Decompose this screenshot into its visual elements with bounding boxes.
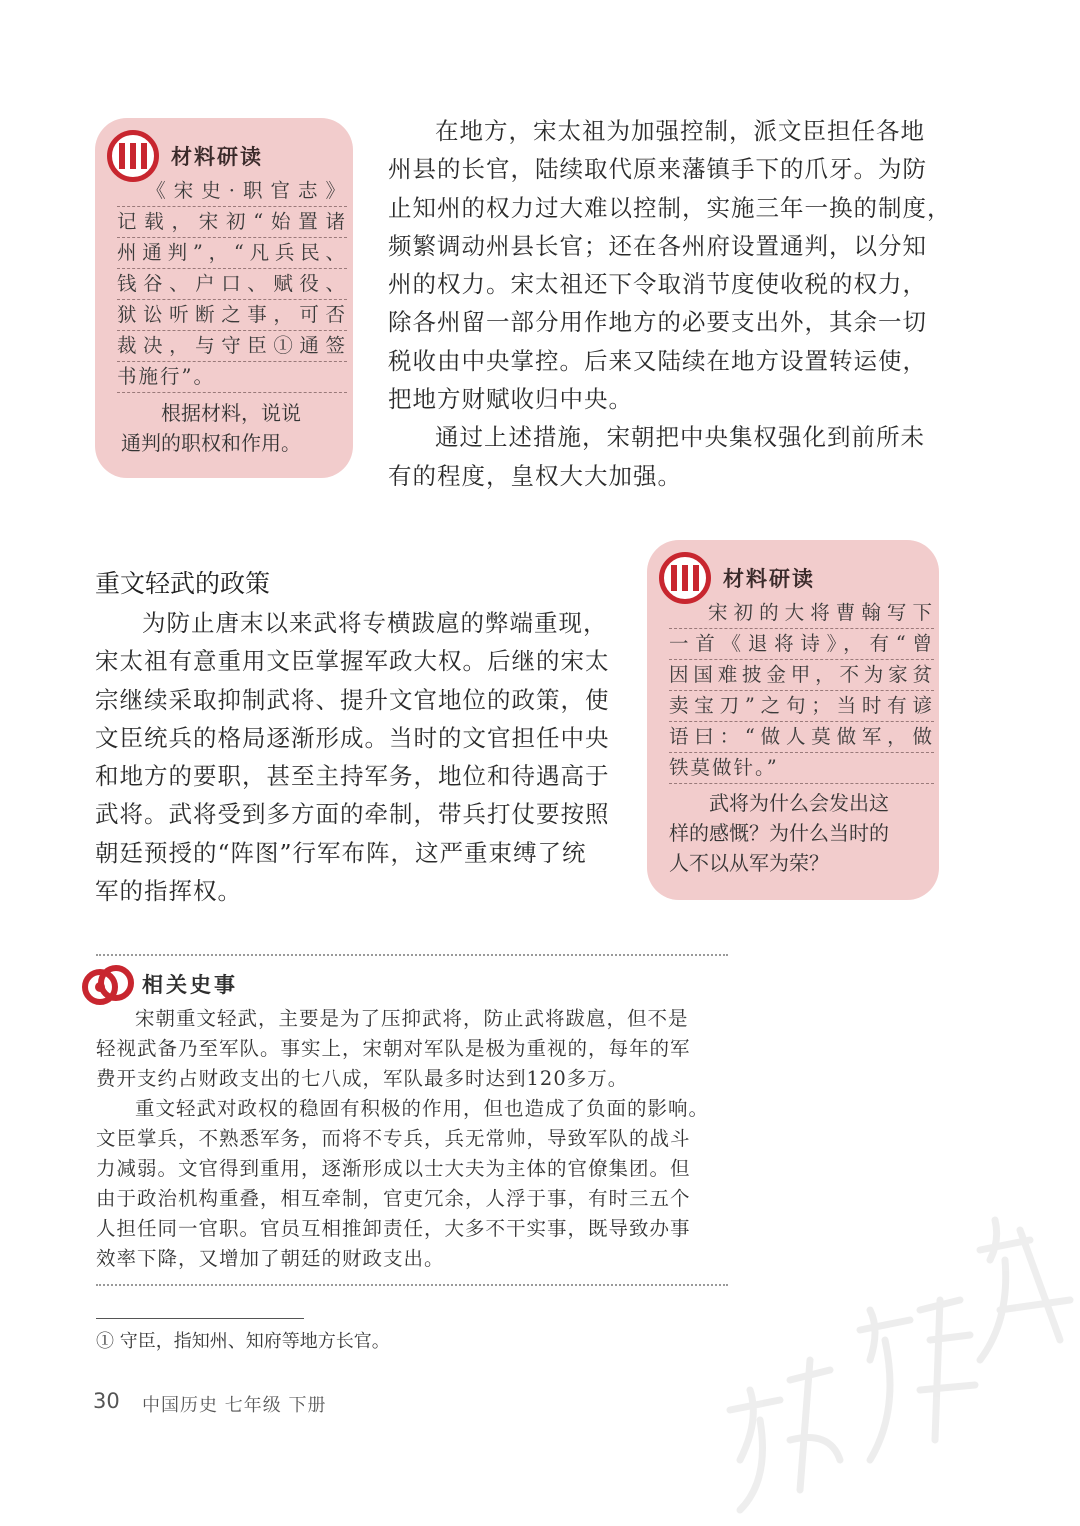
question-line: 武将为什么会发出这 <box>709 791 889 815</box>
material-line: 钱谷、户口、赋役、 <box>117 269 347 300</box>
related-bottom-divider <box>96 1284 728 1286</box>
question-line: 样的感慨？为什么当时的 <box>669 821 889 845</box>
paragraph-line: 税收由中央掌控。后来又陆续在地方设置转运使， <box>388 346 927 375</box>
material-line: 语曰：“做人莫做军，做 <box>669 722 934 753</box>
material-line: 书施行”。 <box>117 362 347 393</box>
paragraph-line: 和地方的要职，甚至主持军务，地位和待遇高于 <box>95 762 610 791</box>
material-line: 记载，宋初“始置诸 <box>117 207 347 238</box>
paragraph-line: 文臣统兵的格局逐渐形成。当时的文官担任中央 <box>95 723 610 752</box>
question-line: 人不以从军为荣？ <box>669 851 829 875</box>
paragraph-line: 频繁调动州县长官；还在各州府设置通判，以分知 <box>388 231 927 260</box>
main-text <box>388 112 952 495</box>
paragraph-line: 州县的长官，陆续取代原来藩镇手下的爪牙。为防 <box>388 155 927 184</box>
related-facts-title: 相关史事 <box>142 973 238 997</box>
watermark-logo <box>700 1160 1080 1526</box>
paragraph-line: 有的程度，皇权大大加强。 <box>388 461 682 490</box>
paragraph-line: 除各州留一部分用作地方的必要支出外，其余一切 <box>388 308 927 337</box>
footnote: ① 守臣，指知州、知府等地方长官。 <box>96 1331 390 1352</box>
material-line: 州通判”，“凡兵民、 <box>117 238 347 269</box>
related-top-divider <box>96 954 728 956</box>
related-line: 轻视武备乃至军队。事实上，宋朝对军队是极为重视的，每年的军 <box>96 1037 691 1060</box>
material-question <box>121 398 351 458</box>
related-line: 宋朝重文轻武，主要是为了压抑武将，防止武将跋扈，但不是 <box>135 1007 689 1030</box>
related-line: 文臣掌兵，不熟悉军务，而将不专兵，兵无常帅，导致军队的战斗 <box>96 1127 691 1150</box>
material-line: 铁莫做针。” <box>669 753 934 784</box>
related-line: 人担任同一官职。官员互相推卸责任，大多不干实事，既导致办事 <box>96 1217 691 1240</box>
related-line: 费开支约占财政支出的七八成，军队最多时达到120多万。 <box>96 1067 629 1090</box>
material-line: 狱讼听断之事，可否 <box>117 300 347 331</box>
footnote-rule <box>96 1318 304 1319</box>
material-line: 裁决，与守臣①通签 <box>117 331 347 362</box>
paragraph-line: 止知州的权力过大难以控制，实施三年一换的制度， <box>388 193 952 222</box>
related-line: 重文轻武对政权的稳固有积极的作用，但也造成了负面的影响。 <box>135 1097 710 1120</box>
paragraph-line: 为防止唐末以来武将专横跋扈的弊端重现， <box>142 609 608 637</box>
material-question <box>669 788 934 878</box>
related-line: 效率下降，又增加了朝廷的财政支出。 <box>96 1247 445 1270</box>
material-title: 材料研读 <box>723 567 815 591</box>
material-reading-icon <box>107 130 159 182</box>
paragraph-line: 武将。武将受到多方面的牵制，带兵打仗要按照 <box>95 800 610 829</box>
section-text <box>95 604 625 910</box>
material-reading-icon <box>659 552 711 604</box>
running-head: 中国历史 七年级 下册 <box>142 1395 327 1416</box>
related-facts-icon <box>80 962 136 1008</box>
paragraph-line: 宗继续采取抑制武将、提升文官地位的政策，使 <box>95 685 610 714</box>
material-line: 宋初的大将曹翰写下 <box>669 598 934 629</box>
material-line: 因国难披金甲，不为家贫 <box>669 660 934 691</box>
paragraph-line: 把地方财赋收归中央。 <box>388 385 633 414</box>
paragraph-line: 在地方，宋太祖为加强控制，派文臣担任各地 <box>435 117 925 145</box>
section-heading: 重文轻武的政策 <box>95 569 271 598</box>
paragraph-line: 军的指挥权。 <box>95 877 242 906</box>
material-reading-box-1 <box>95 118 353 478</box>
related-facts-body <box>96 1004 728 1274</box>
material-line: 卖宝刀”之句；当时有谚 <box>669 691 934 722</box>
related-line: 力减弱。文官得到重用，逐渐形成以士大夫为主体的官僚集团。但 <box>96 1157 691 1180</box>
related-line: 由于政治机构重叠，相互牵制，官吏冗余，人浮于事，有时三五个 <box>96 1187 691 1210</box>
material-reading-box-2 <box>647 540 939 900</box>
paragraph-line: 通过上述措施，宋朝把中央集权强化到前所未 <box>435 423 925 452</box>
material-header <box>107 130 263 182</box>
paragraph-line: 州的权力。宋太祖还下令取消节度使收税的权力， <box>388 270 927 299</box>
paragraph-line: 朝廷预授的“阵图”行军布阵，这严重束缚了统 <box>95 838 587 867</box>
question-line: 通判的职权和作用。 <box>121 431 301 455</box>
question-line: 根据材料，说说 <box>161 401 301 425</box>
paragraph-line: 宋太祖有意重用文臣掌握军政大权。后继的宋太 <box>95 647 610 676</box>
material-line: 《宋史·职官志》 <box>117 176 347 207</box>
material-body <box>117 176 347 393</box>
page-number: 30 <box>93 1389 120 1413</box>
material-body <box>669 598 934 784</box>
material-title: 材料研读 <box>171 145 263 169</box>
material-line: 一首《退将诗》，有“曾 <box>669 629 934 660</box>
material-header <box>659 552 815 604</box>
